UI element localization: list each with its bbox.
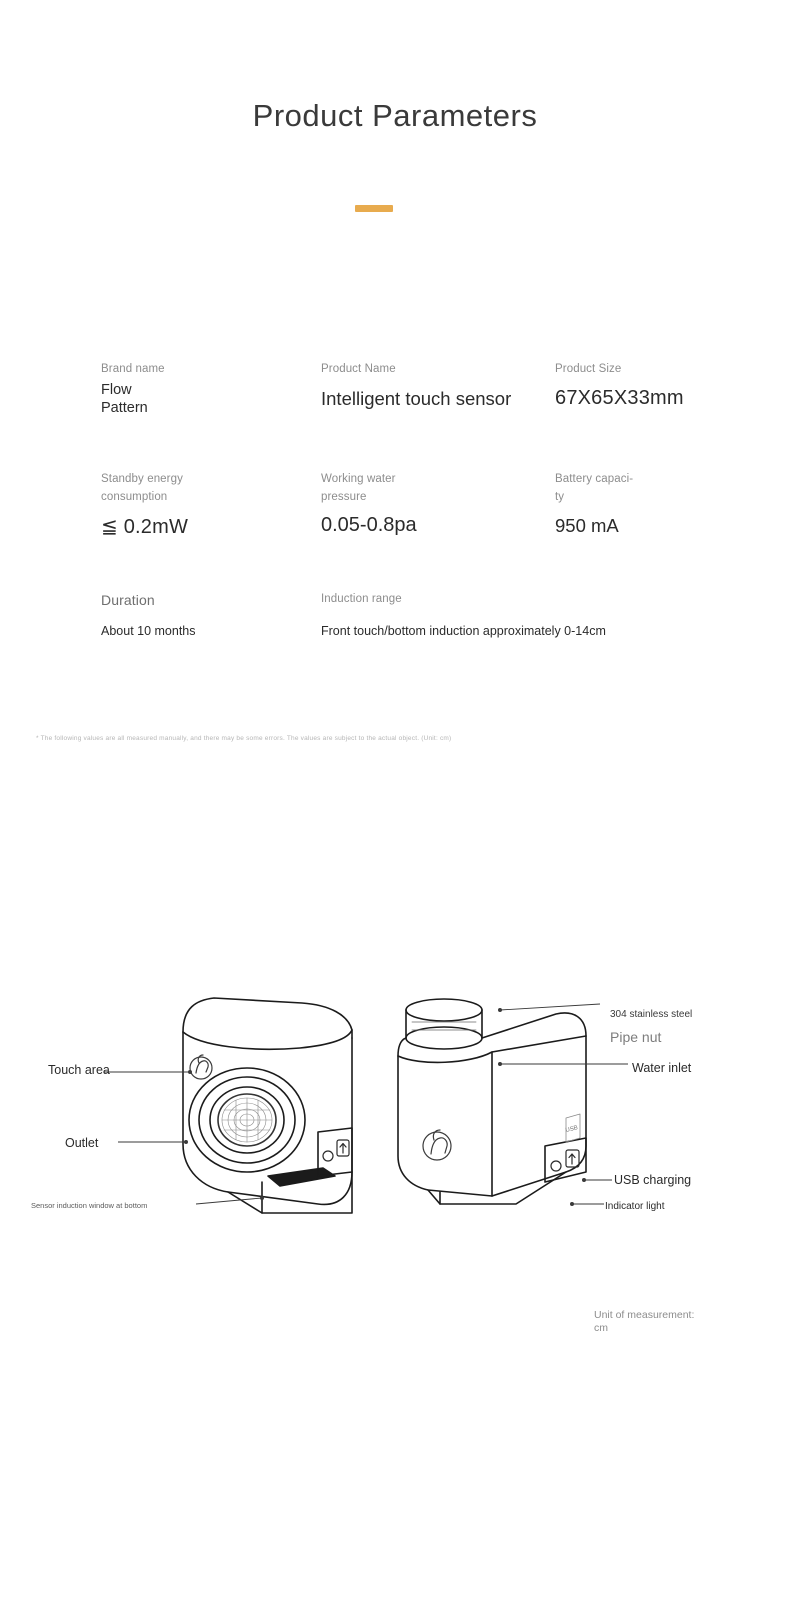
- spec-label-line2: consumption: [101, 491, 168, 504]
- spec-label-line1: Working water: [321, 473, 396, 485]
- product-illustration: [0, 960, 790, 1280]
- usb-port-label: USB: [565, 1125, 579, 1134]
- spec-grid: [0, 352, 790, 672]
- spec-value: Intelligent touch sensor: [321, 388, 512, 410]
- page-title: Product Parameters: [252, 98, 538, 133]
- spec-label: Induction range: [321, 593, 402, 605]
- spec-label-line1: Battery capaci-: [555, 473, 634, 485]
- spec-brand-name: [101, 362, 291, 417]
- measurement-footnote: * The following values are all measured manually, and there may be some errors. The values are subject to the actual object. (Unit: cm): [36, 735, 452, 742]
- spec-label: Product Name: [321, 363, 396, 375]
- callout-touch-area: Touch area: [48, 1063, 110, 1077]
- spec-value: 0.05-0.8pa: [321, 513, 417, 536]
- spec-value: Front touch/bottom induction approximately 0-14cm: [321, 624, 606, 639]
- callout-unit-of-measurement: [594, 1309, 714, 1335]
- spec-induction-range: [321, 592, 741, 639]
- spec-label: Duration: [101, 592, 155, 608]
- spec-value: About 10 months: [101, 623, 196, 638]
- spec-value-line2: Pattern: [101, 399, 148, 416]
- spec-label: Product Size: [555, 363, 622, 375]
- spec-label-line2: ty: [555, 491, 565, 504]
- spec-label: Brand name: [101, 363, 165, 375]
- callout-pipe-nut: Pipe nut: [610, 1029, 662, 1045]
- title-accent-underline: [355, 205, 393, 212]
- unit-label-line2: cm: [594, 1322, 608, 1335]
- spec-standby-consumption: [101, 472, 296, 539]
- spec-value: ≦ 0.2mW: [101, 515, 189, 538]
- callout-outlet: Outlet: [65, 1136, 99, 1150]
- product-diagram: [0, 960, 790, 1280]
- spec-value: 950 mA: [555, 514, 619, 536]
- callout-usb-charging: USB charging: [614, 1173, 692, 1187]
- spec-label-line2: pressure: [321, 491, 367, 504]
- callout-stainless-steel: 304 stainless steel: [610, 1009, 693, 1020]
- callout-sensor-window: Sensor induction window at bottom: [31, 1201, 148, 1210]
- spec-value-line1: Flow: [101, 382, 132, 399]
- callout-indicator-light: Indicator light: [605, 1201, 665, 1212]
- spec-label-line1: Standby energy: [101, 473, 183, 485]
- spec-product-name: [321, 362, 541, 411]
- spec-value: 67X65X33mm: [555, 387, 684, 410]
- unit-label-line1: Unit of measurement:: [594, 1309, 695, 1321]
- spec-battery-capacity: [555, 472, 755, 537]
- callout-water-inlet: Water inlet: [632, 1061, 692, 1075]
- spec-duration: [101, 592, 301, 639]
- spec-working-pressure: [321, 472, 521, 537]
- spec-product-size: [555, 362, 775, 410]
